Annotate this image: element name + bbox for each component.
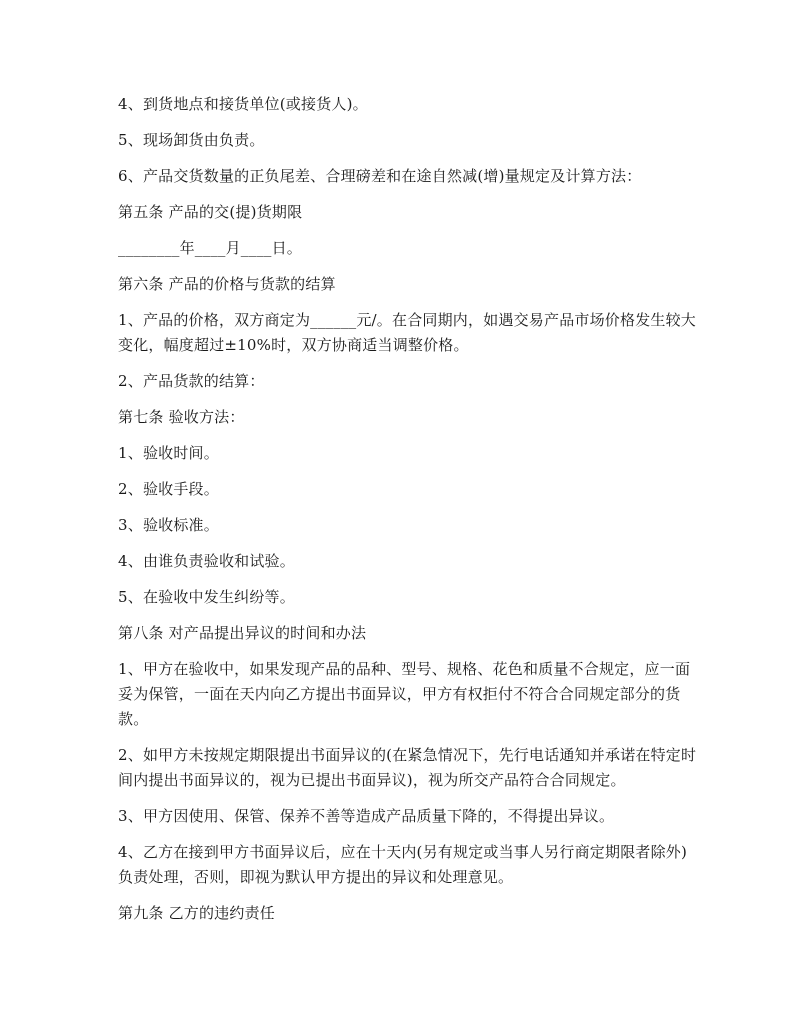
clause-item-quantity-tolerance: 6、产品交货数量的正负尾差、合理磅差和在途自然减(增)量规定及计算方法： [118,167,642,185]
article-9-heading: 第九条 乙方的违约责任 [118,904,275,922]
article-8-heading: 第八条 对产品提出异议的时间和办法 [118,624,367,642]
clause-item-unloading: 5、现场卸货由负责。 [118,131,265,149]
document-body [118,92,698,937]
delivery-date-blank: ________年____月____日。 [118,239,303,257]
clause-item-inspection-time: 1、验收时间。 [118,444,219,462]
clause-item-settlement: 2、产品货款的结算： [118,372,265,390]
clause-item-inspection-dispute: 5、在验收中发生纠纷等。 [118,588,295,606]
clause-item-objection-4: 4、乙方在接到甲方书面异议后，应在十天内(另有规定或当事人另行商定期限者除外)负责处理，否则，即视为默认甲方提出的异议和处理意见。 [118,843,688,886]
clause-item-objection-3: 3、甲方因使用、保管、保养不善等造成产品质量下降的，不得提出异议。 [118,807,615,825]
clause-item-price: 1、产品的价格，双方商定为______元/。在合同期内，如遇交易产品市场价格发生较大变化，幅度超过±10%时，双方协商适当调整价格。 [118,311,697,354]
clause-item-delivery-location: 4、到货地点和接货单位(或接货人)。 [118,95,368,113]
article-5-heading: 第五条 产品的交(提)货期限 [118,203,303,221]
clause-item-inspection-standard: 3、验收标准。 [118,516,219,534]
clause-item-objection-2: 2、如甲方未按规定期限提出书面异议的(在紧急情况下，先行电话通知并承诺在特定时间内提出书面异议的，视为已提出书面异议)，视为所交产品符合合同规定。 [118,746,697,789]
clause-item-inspection-means: 2、验收手段。 [118,480,219,498]
clause-item-objection-1: 1、甲方在验收中，如果发现产品的品种、型号、规格、花色和质量不合规定，应一面妥为保管，一面在天内向乙方提出书面异议，甲方有权拒付不符合合同规定部分的货款。 [118,660,691,728]
article-7-heading: 第七条 验收方法： [118,408,245,426]
article-6-heading: 第六条 产品的价格与货款的结算 [118,275,336,293]
clause-item-inspection-responsibility: 4、由谁负责验收和试验。 [118,552,295,570]
